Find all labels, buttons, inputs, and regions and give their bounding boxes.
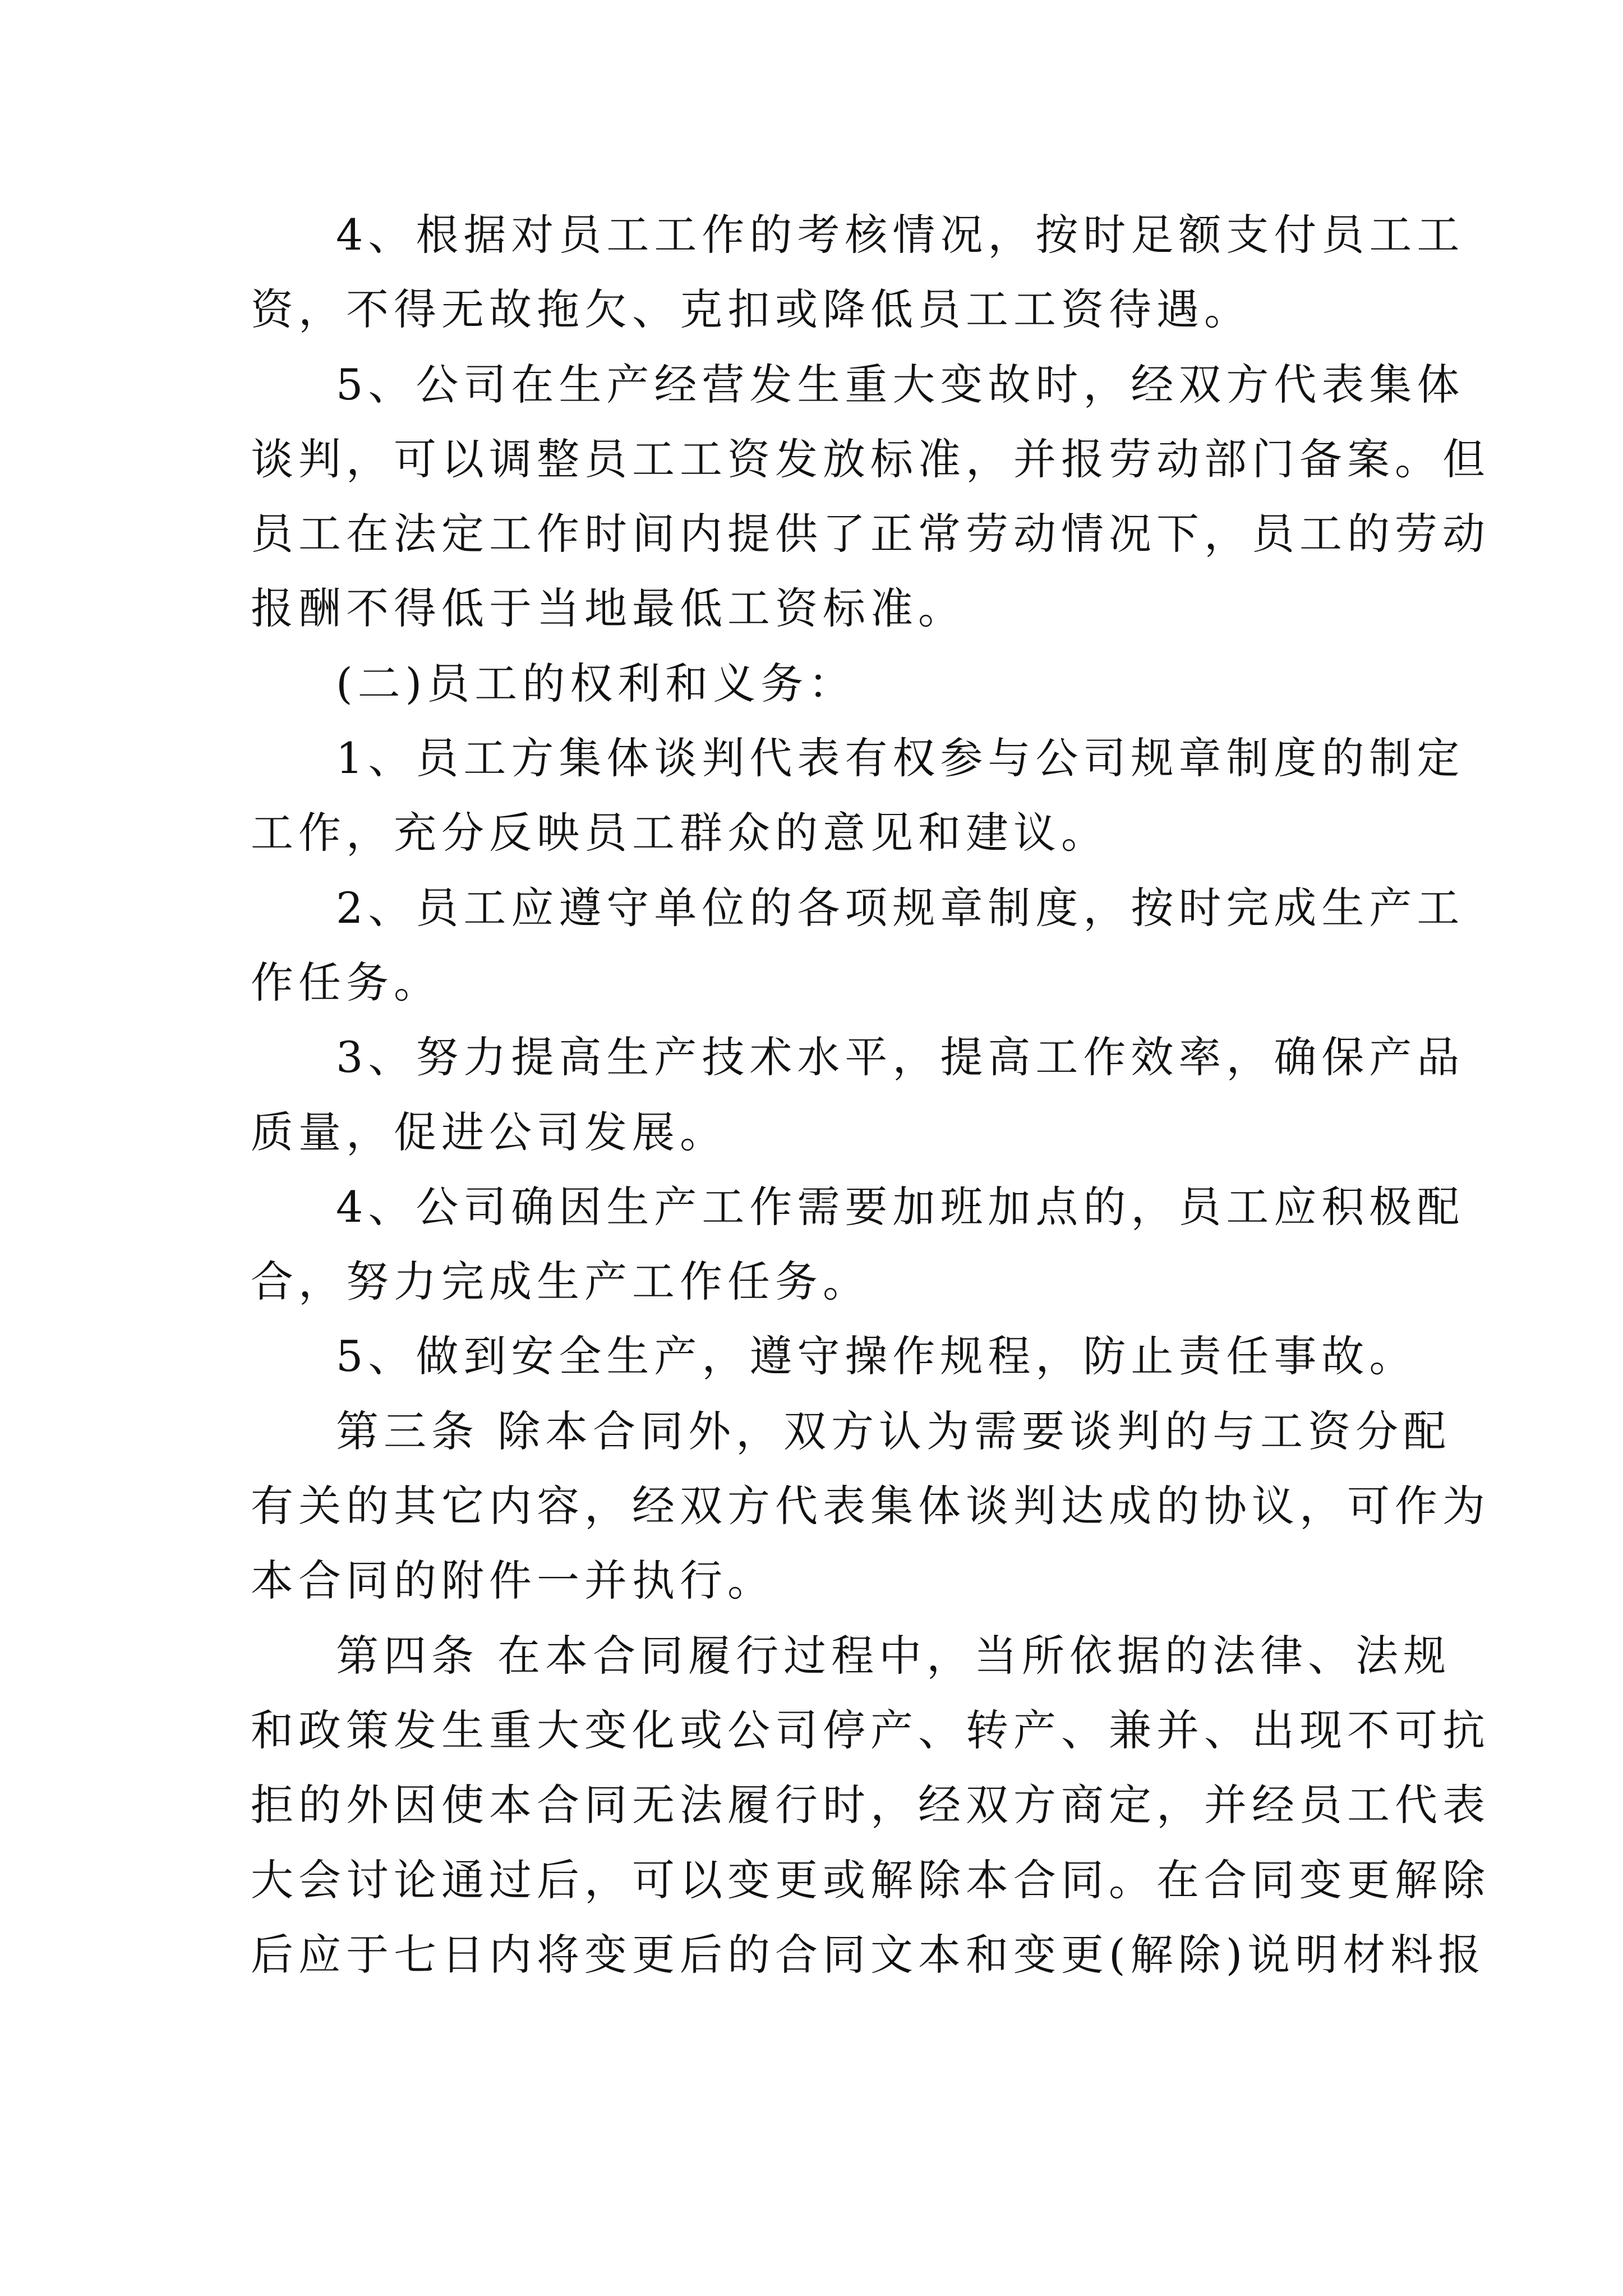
text-line: 有关的其它内容，经双方代表集体谈判达成的协议，可作为: [251, 1481, 1490, 1531]
text-line: 4、根据对员工工作的考核情况，按时足额支付员工工: [336, 210, 1465, 260]
text-line: 工作，充分反映员工群众的意见和建议。: [251, 808, 1109, 858]
text-line: 谈判，可以调整员工工资发放标准，并报劳动部门备案。但: [251, 434, 1490, 484]
text-line: 1、员工方集体谈判代表有权参与公司规章制度的制定: [336, 733, 1465, 784]
text-line: 5、公司在生产经营发生重大变故时，经双方代表集体: [336, 359, 1465, 409]
text-line: 3、努力提高生产技术水平，提高工作效率，确保产品: [336, 1032, 1465, 1083]
text-line: 后应于七日内将变更后的合同文本和变更(解除)说明材料报: [251, 1929, 1486, 1980]
article-heading: 第三条 除本合同外，双方认为需要谈判的与工资分配: [336, 1406, 1451, 1456]
text-line: 报酬不得低于当地最低工资标准。: [251, 583, 966, 634]
text-line: 5、做到安全生产，遵守操作规程，防止责任事故。: [336, 1331, 1417, 1382]
text-line: 质量，促进公司发展。: [251, 1107, 727, 1157]
text-line: 2、员工应遵守单位的各项规章制度，按时完成生产工: [336, 882, 1465, 933]
text-line: 合，努力完成生产工作任务。: [251, 1257, 870, 1307]
text-line: 拒的外因使本合同无法履行时，经双方商定，并经员工代表: [251, 1780, 1490, 1830]
text-line: 本合同的附件一并执行。: [251, 1556, 775, 1606]
text-line: 4、公司确因生产工作需要加班加点的，员工应积极配: [336, 1181, 1465, 1232]
text-line: 员工在法定工作时间内提供了正常劳动情况下，员工的劳动: [251, 509, 1490, 559]
section-heading: (二)员工的权利和义务：: [336, 658, 856, 708]
article-heading: 第四条 在本合同履行过程中，当所依据的法律、法规: [336, 1630, 1451, 1681]
text-line: 资，不得无故拖欠、克扣或降低员工工资待遇。: [251, 284, 1252, 335]
text-line: 作任务。: [251, 957, 441, 1007]
document-body: [251, 197, 1490, 1992]
text-line: 和政策发生重大变化或公司停产、转产、兼并、出现不可抗: [251, 1705, 1490, 1755]
text-line: 大会讨论通过后，可以变更或解除本合同。在合同变更解除: [251, 1855, 1490, 1905]
